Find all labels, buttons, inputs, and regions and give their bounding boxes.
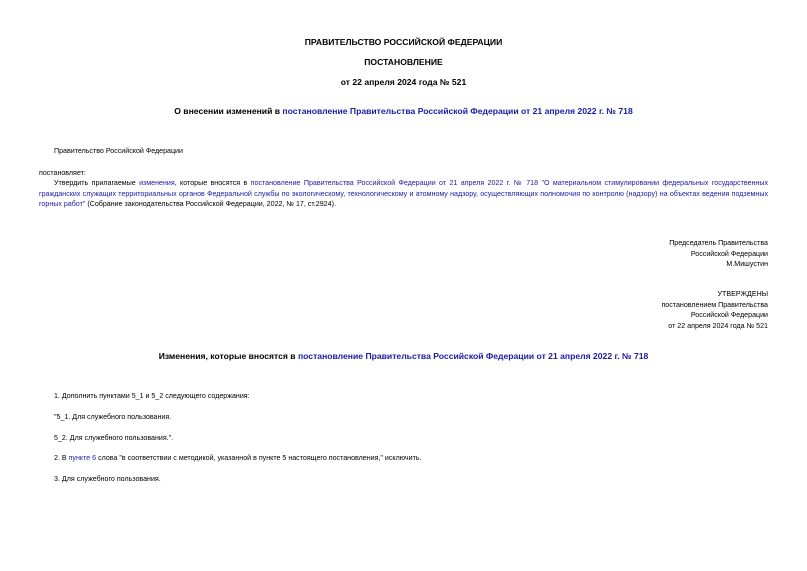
approval-line-1: УТВЕРЖДЕНЫ xyxy=(717,290,768,298)
item-1-5-1: "5_1. Для служебного пользования. xyxy=(54,413,172,421)
preamble-decides: постановляет: xyxy=(39,169,86,177)
title-prefix: О внесении изменений в xyxy=(174,106,283,116)
item-2-prefix: 2. В xyxy=(54,454,69,462)
body-text-1: Утвердить прилагаемые xyxy=(54,179,140,187)
approval-line-2: постановлением Правительства xyxy=(661,300,768,309)
changes-title-prefix: Изменения, которые вносятся в xyxy=(158,351,298,361)
preamble-subject: Правительство Российской Федерации xyxy=(54,147,183,155)
item-2-link[interactable]: пункте 6 xyxy=(68,454,97,462)
changes-title-link[interactable]: постановление Правительства Российской Федерации от 21 апреля 2022 г. № 718 xyxy=(297,351,649,361)
signature-block xyxy=(669,238,768,270)
item-2 xyxy=(54,453,421,464)
document-type: ПОСТАНОВЛЕНИЕ xyxy=(364,57,443,67)
changes-link[interactable]: изменения xyxy=(139,179,175,187)
signature-line-3: М.Мишустин xyxy=(726,260,768,268)
document-title xyxy=(0,106,807,116)
signature-line-2: Российской Федерации xyxy=(690,249,768,258)
item-3: 3. Для служебного пользования. xyxy=(54,475,161,483)
item-2-suffix: слова "в соответствии с методикой, указанной в пункте 5 настоящего постановления," исключить. xyxy=(96,454,422,462)
document-date-number: от 22 апреля 2024 года № 521 xyxy=(340,77,467,87)
signature-line-1: Председатель Правительства xyxy=(669,239,768,247)
item-1: 1. Дополнить пунктами 5_1 и 5_2 следующего содержания: xyxy=(54,392,250,400)
body-text-2: , которые вносятся в xyxy=(174,179,251,187)
approval-line-4: от 22 апреля 2024 года № 521 xyxy=(668,321,768,330)
title-link[interactable]: постановление Правительства Российской Федерации от 21 апреля 2022 г. № 718 xyxy=(282,106,633,116)
item-1-5-2: 5_2. Для служебного пользования.". xyxy=(54,434,174,442)
body-paragraph xyxy=(39,178,768,210)
government-heading: ПРАВИТЕЛЬСТВО РОССИЙСКОЙ ФЕДЕРАЦИИ xyxy=(304,37,503,47)
body-text-3: (Собрание законодательства Российской Федерации, 2022, № 17, ст.2924). xyxy=(85,200,336,208)
changes-title xyxy=(0,351,807,361)
approval-line-3: Российской Федерации xyxy=(690,311,768,319)
resolution-718-link[interactable]: постановление Правительства Российской Федерации от 21 апреля 2022 г. № 718 "О материальном стимулировании федеральных государственных гражданских служащих территориальных органов Федеральной службы по экологическому, технологическому и атомному надзору, осуществляющих полномочия по контролю (надзору) на объектах ведения подземных горных работ" xyxy=(39,179,768,208)
approval-block xyxy=(661,289,768,331)
